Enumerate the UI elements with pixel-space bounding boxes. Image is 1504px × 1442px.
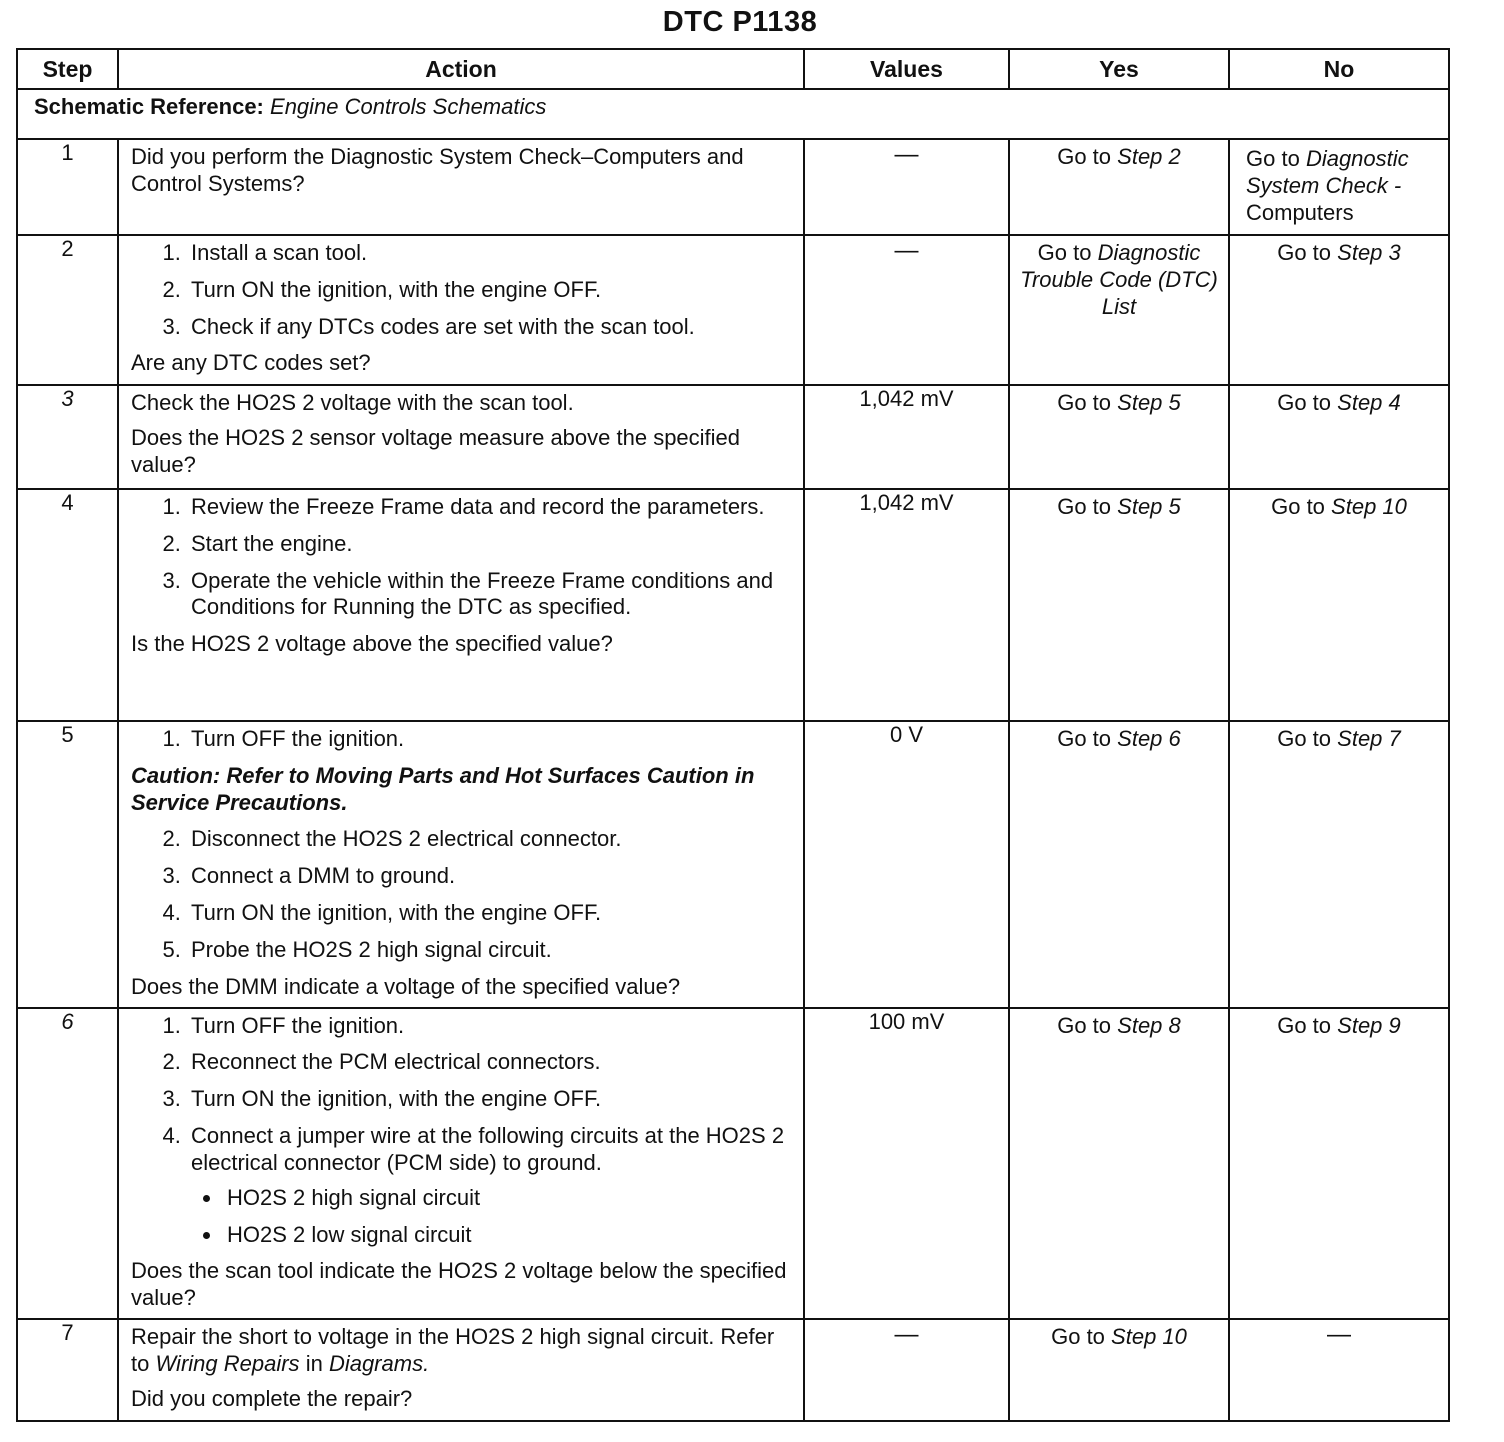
no-reference: Step 7 bbox=[1337, 726, 1401, 751]
list-item: 5. Probe the HO2S 2 high signal circuit. bbox=[187, 937, 793, 964]
step-action bbox=[118, 139, 804, 235]
no-reference-suffix: Computers bbox=[1246, 199, 1354, 225]
action-intro: Check the HO2S 2 voltage with the scan tool. bbox=[131, 390, 574, 415]
table-row-step-4 bbox=[17, 489, 1449, 721]
list-item-text: Connect a jumper wire at the following circuits at the HO2S 2 electrical connector (PCM side) to ground. bbox=[191, 1123, 785, 1175]
list-item: 1. Review the Freeze Frame data and record the parameters. bbox=[187, 494, 793, 521]
action-question: Does the HO2S 2 sensor voltage measure above the specified value? bbox=[131, 424, 741, 477]
step-number: 5 bbox=[17, 721, 118, 1008]
caution-note: Caution: Refer to Moving Parts and Hot Surfaces Caution in Service Precautions. bbox=[131, 762, 755, 815]
page-title: DTC P1138 bbox=[662, 6, 818, 38]
list-item: 3. Connect a DMM to ground. bbox=[187, 863, 793, 890]
yes-cell bbox=[1009, 489, 1229, 721]
header-action: Action bbox=[118, 49, 804, 89]
value-text: — bbox=[894, 237, 919, 264]
bullet-item: • HO2S 2 high signal circuit bbox=[223, 1185, 793, 1212]
goto-prefix: Go to bbox=[1057, 494, 1112, 519]
table-row-step-1 bbox=[17, 139, 1449, 235]
yes-cell bbox=[1009, 235, 1229, 385]
step-value: 100 mV bbox=[804, 1008, 1009, 1319]
no-cell bbox=[1229, 721, 1449, 1008]
yes-cell bbox=[1009, 721, 1229, 1008]
action-text: Did you perform the Diagnostic System Check–Computers and Control Systems? bbox=[131, 144, 744, 196]
step-action bbox=[118, 385, 804, 489]
step-number: 3 bbox=[17, 385, 118, 489]
step-value bbox=[804, 1319, 1009, 1421]
action-question: Did you complete the repair? bbox=[131, 1385, 413, 1411]
goto-prefix: Go to bbox=[1057, 726, 1112, 751]
header-yes: Yes bbox=[1009, 49, 1229, 89]
action-list bbox=[131, 1013, 793, 1249]
step-value: 1,042 mV bbox=[804, 385, 1009, 489]
action-list bbox=[131, 726, 793, 753]
header-no: No bbox=[1229, 49, 1449, 89]
action-question: Does the DMM indicate a voltage of the specified value? bbox=[131, 973, 681, 999]
schematic-reference bbox=[17, 89, 1449, 139]
goto-prefix: Go to bbox=[1246, 146, 1300, 171]
yes-reference: Step 10 bbox=[1111, 1324, 1187, 1350]
goto-prefix: Go to bbox=[1277, 240, 1332, 265]
yes-reference: Step 5 bbox=[1117, 494, 1181, 519]
action-list bbox=[131, 240, 793, 340]
no-value: — bbox=[1327, 1321, 1351, 1349]
list-item: 2. Start the engine. bbox=[187, 531, 793, 558]
step-action bbox=[118, 721, 804, 1008]
table-header-row bbox=[17, 49, 1449, 89]
bullet-item: • HO2S 2 low signal circuit bbox=[223, 1222, 793, 1249]
action-question: Are any DTC codes set? bbox=[131, 350, 371, 376]
step-number: 4 bbox=[17, 489, 118, 721]
list-item: 3. Check if any DTCs codes are set with the scan tool. bbox=[187, 314, 793, 341]
step-action bbox=[118, 1319, 804, 1421]
no-cell bbox=[1229, 385, 1449, 489]
goto-prefix: Go to bbox=[1271, 494, 1325, 519]
yes-cell bbox=[1009, 385, 1229, 489]
step-number: 7 bbox=[17, 1319, 118, 1421]
list-item: 3. Turn ON the ignition, with the engine OFF. bbox=[187, 1086, 793, 1113]
list-item: 1. Turn OFF the ignition. bbox=[187, 1013, 793, 1040]
step-number: 2 bbox=[17, 235, 118, 385]
no-reference: Step 9 bbox=[1337, 1012, 1401, 1038]
intro-text: Repair the short to voltage in the HO2S 2 high signal circuit. Refer to bbox=[131, 1324, 775, 1376]
step-value: 0 V bbox=[804, 721, 1009, 1008]
yes-cell bbox=[1009, 1008, 1229, 1319]
goto-prefix: Go to bbox=[1277, 390, 1332, 415]
no-cell bbox=[1229, 235, 1449, 385]
schematic-reference-value: Engine Controls Schematics bbox=[270, 94, 547, 119]
step-number: 6 bbox=[17, 1008, 118, 1319]
table-row-step-6 bbox=[17, 1008, 1449, 1319]
list-item: 3. Operate the vehicle within the Freeze Frame conditions and Conditions for Running the DTC as specified. bbox=[187, 568, 793, 622]
goto-prefix: Go to bbox=[1057, 144, 1112, 169]
action-list bbox=[131, 494, 793, 621]
schematic-reference-label: Schematic Reference: bbox=[34, 94, 264, 119]
no-cell bbox=[1229, 489, 1449, 721]
step-value bbox=[804, 235, 1009, 385]
table-row-step-2 bbox=[17, 235, 1449, 385]
no-reference: Step 10 bbox=[1331, 494, 1407, 519]
no-cell bbox=[1229, 1319, 1449, 1421]
step-action bbox=[118, 235, 804, 385]
step-value: 1,042 mV bbox=[804, 489, 1009, 721]
list-item bbox=[187, 1123, 793, 1248]
list-item: 4. Turn ON the ignition, with the engine OFF. bbox=[187, 900, 793, 927]
yes-reference: Step 2 bbox=[1117, 144, 1181, 169]
yes-cell bbox=[1009, 139, 1229, 235]
goto-prefix: Go to bbox=[1277, 726, 1332, 751]
diagnostic-table bbox=[16, 48, 1450, 1422]
step-action bbox=[118, 489, 804, 721]
value-text: — bbox=[894, 141, 919, 168]
list-item: 2. Disconnect the HO2S 2 electrical connector. bbox=[187, 826, 793, 853]
goto-prefix: Go to bbox=[1057, 1012, 1112, 1038]
no-cell bbox=[1229, 1008, 1449, 1319]
list-item: 2. Reconnect the PCM electrical connectors. bbox=[187, 1049, 793, 1076]
header-values: Values bbox=[804, 49, 1009, 89]
step-action bbox=[118, 1008, 804, 1319]
yes-reference: Step 6 bbox=[1117, 726, 1181, 751]
goto-prefix: Go to bbox=[1277, 1012, 1332, 1038]
step-value bbox=[804, 139, 1009, 235]
header-step: Step bbox=[17, 49, 118, 89]
action-intro bbox=[131, 1324, 793, 1378]
action-list bbox=[131, 826, 793, 963]
circuit-list bbox=[191, 1185, 793, 1249]
table-row-step-3 bbox=[17, 385, 1449, 489]
yes-reference: Step 8 bbox=[1117, 1012, 1181, 1038]
yes-reference: Diagnostic Trouble Code (DTC) List bbox=[1020, 240, 1218, 319]
goto-prefix: Go to bbox=[1051, 1324, 1105, 1350]
list-item: 1. Turn OFF the ignition. bbox=[187, 726, 793, 753]
schematic-reference-row bbox=[17, 89, 1449, 139]
step-number: 1 bbox=[17, 139, 118, 235]
intro-reference-diagrams: Diagrams. bbox=[328, 1350, 430, 1376]
value-text: — bbox=[894, 1321, 919, 1349]
intro-reference-wiring: Wiring Repairs bbox=[155, 1350, 300, 1376]
action-question: Does the scan tool indicate the HO2S 2 voltage below the specified value? bbox=[131, 1258, 787, 1311]
no-reference: Step 3 bbox=[1337, 240, 1401, 265]
table-row-step-5 bbox=[17, 721, 1449, 1008]
goto-prefix: Go to bbox=[1037, 240, 1092, 265]
table-row-step-7 bbox=[17, 1319, 1449, 1421]
action-question: Is the HO2S 2 voltage above the specified value? bbox=[131, 631, 613, 657]
goto-prefix: Go to bbox=[1057, 390, 1112, 415]
no-cell bbox=[1229, 139, 1449, 235]
list-item: 1. Install a scan tool. bbox=[187, 240, 793, 267]
intro-mid-text: in bbox=[305, 1350, 323, 1376]
yes-reference: Step 5 bbox=[1117, 390, 1181, 415]
no-reference: Diagnostic System Check - bbox=[1246, 146, 1409, 198]
no-reference: Step 4 bbox=[1337, 390, 1401, 415]
yes-cell bbox=[1009, 1319, 1229, 1421]
list-item: 2. Turn ON the ignition, with the engine OFF. bbox=[187, 277, 793, 304]
